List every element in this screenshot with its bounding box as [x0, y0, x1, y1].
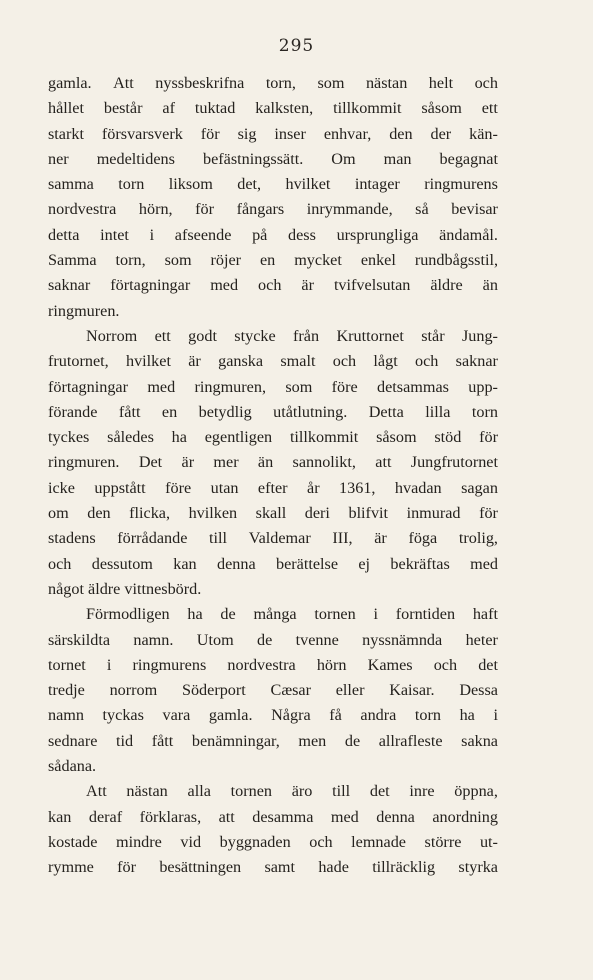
page-number: 295 — [278, 36, 315, 56]
text-line: Att nästan alla tornen äro till det inre öppna, — [86, 782, 498, 801]
text-line: frutornet, hvilket är ganska smalt och lågt och saknar — [48, 352, 498, 371]
body-text — [48, 71, 498, 881]
text-line: stadens förrådande till Valdemar III, är föga trolig, — [48, 529, 498, 548]
text-line: något äldre vittnesbörd. — [48, 579, 202, 598]
text-line: tyckes således ha egentligen tillkommit såsom stöd för — [48, 428, 498, 447]
text-line: sednare tid fått benämningar, men de allrafleste sakna — [48, 731, 498, 750]
text-line: förande fått en betydlig utåtlutning. Detta lilla torn — [48, 402, 498, 421]
text-line: Samma torn, som röjer en mycket enkel rundbågsstil, — [48, 251, 498, 270]
text-line: rymme för besättningen samt hade tillräcklig styrka — [48, 858, 498, 877]
text-line: Förmodligen ha de många tornen i forntiden haft — [86, 605, 498, 624]
text-line: Norrom ett godt stycke från Kruttornet står Jung- — [86, 326, 498, 345]
text-line: samma torn liksom det, hvilket intager ringmurens — [48, 175, 498, 194]
text-line: tornet i ringmurens nordvestra hörn Kames och det — [48, 655, 498, 674]
text-line: namn tyckas vara gamla. Några få andra torn ha i — [48, 706, 498, 725]
text-line: kostade mindre vid byggnaden och lemnade större ut- — [48, 832, 498, 851]
text-line: och dessutom kan denna berättelse ej bekräftas med — [48, 554, 498, 573]
text-line: detta intet i afseende på dess ursprungliga ändamål. — [48, 225, 498, 244]
text-line: förtagningar med ringmuren, som före detsammas upp- — [48, 377, 498, 396]
text-line: ner medeltidens befästningssätt. Om man begagnat — [48, 149, 498, 168]
text-line: ringmuren. — [48, 301, 120, 320]
text-line: kan deraf förklaras, att desamma med denna anordning — [48, 807, 498, 826]
text-line: tredje norrom Söderport Cæsar eller Kaisar. Dessa — [48, 681, 498, 700]
text-line: hållet består af tuktad kalksten, tillkommit såsom ett — [48, 99, 498, 118]
text-line: starkt försvarsverk för sig inser enhvar, den der kän- — [48, 124, 498, 143]
text-line: särskildta namn. Utom de tvenne nyssnämnda heter — [48, 630, 498, 649]
text-line: gamla. Att nyssbeskrifna torn, som nästan helt och — [48, 74, 498, 92]
text-line: ringmuren. Det är mer än sannolikt, att Jungfrutornet — [48, 453, 498, 472]
text-line: saknar förtagningar med och är tvifvelsutan äldre än — [48, 276, 498, 295]
text-line: om den flicka, hvilken skall deri blifvit inmurad för — [48, 504, 498, 523]
text-line: nordvestra hörn, för fångars inrymmande, så bevisar — [48, 200, 498, 219]
text-line: icke uppstått före utan efter år 1361, hvadan sagan — [48, 478, 498, 497]
text-line: sådana. — [48, 757, 97, 776]
